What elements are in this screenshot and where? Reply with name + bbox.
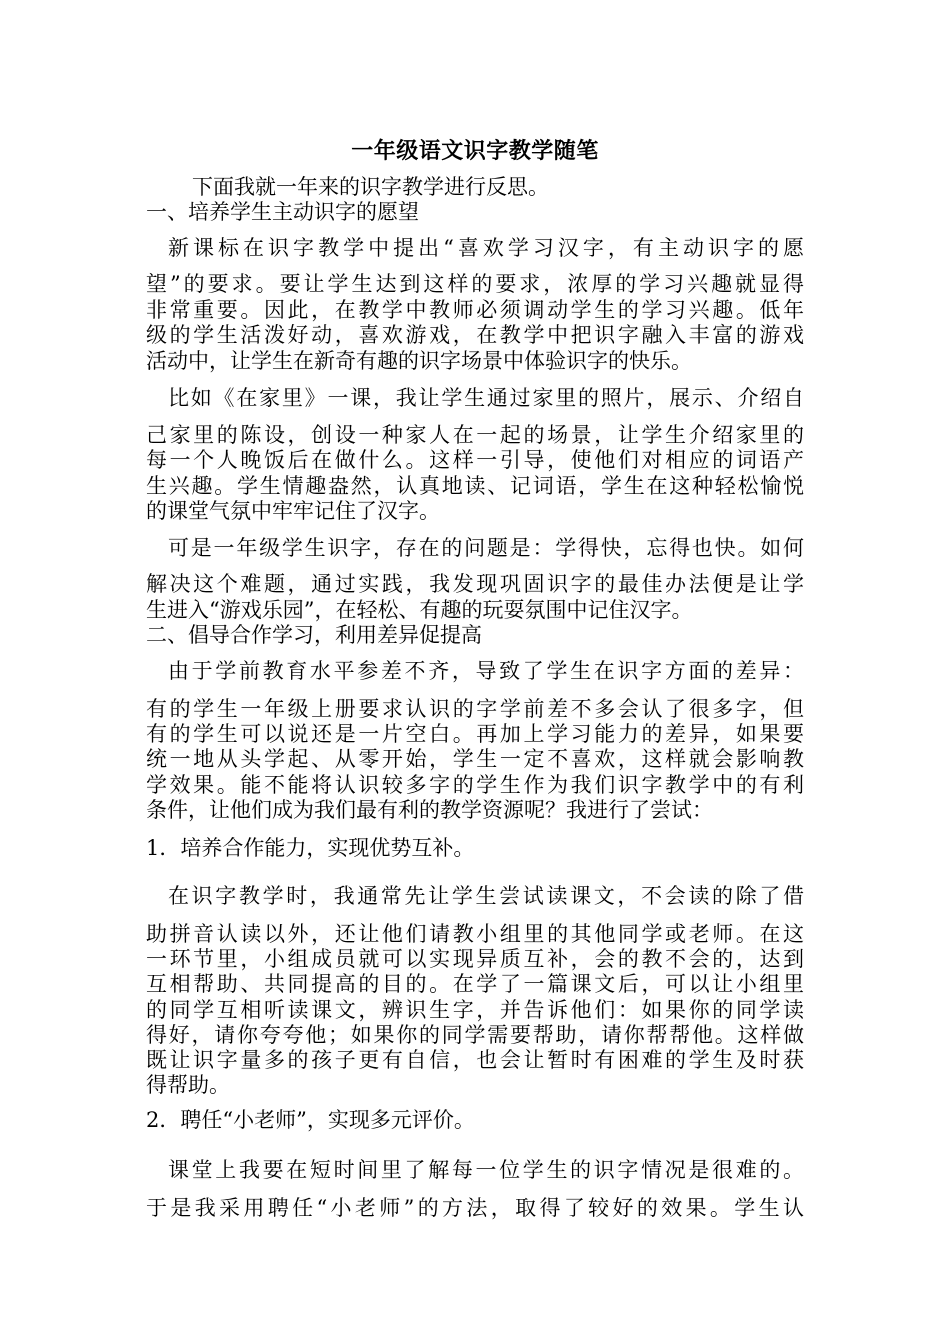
paragraph-line: 由于学前教育水平参差不齐，导致了学生在识字方面的差异： [168,659,804,683]
section-heading: 一、培养学生主动识字的愿望 [146,200,419,224]
paragraph-line: 互相帮助、共同提高的目的。在学了一篇课文后，可以让小组里 [146,972,804,996]
paragraph-line: 学效果。能不能将认识较多字的学生作为我们识字教学中的有利 [146,773,804,797]
paragraph-line: 一环节里，小组成员就可以实现异质互补，会的教不会的，达到 [146,947,804,971]
paragraph-line: 望”的要求。要让学生达到这样的要求，浓厚的学习兴趣就显得 [146,272,804,296]
paragraph-line: 生兴趣。学生情趣盎然，认真地读、记词语，学生在这种轻松愉悦 [146,474,804,498]
section-heading: 二、倡导合作学习，利用差异促提高 [146,623,482,647]
paragraph-line: 新课标在识字教学中提出“喜欢学习汉字，有主动识字的愿 [168,236,804,260]
paragraph-line: 己家里的陈设，创设一种家人在一起的场景，让学生介绍家里的 [146,423,804,447]
document-title: 一年级语文识字教学随笔 [351,138,599,164]
paragraph-line: 于是我采用聘任“小老师”的方法，取得了较好的效果。学生认 [146,1196,804,1220]
paragraph-line: 助拼音认读以外，还让他们请教小组里的其他同学或老师。在这 [146,922,804,946]
paragraph-line: 有的学生一年级上册要求认识的字学前差不多会认了很多字，但 [146,697,804,721]
paragraph-line: 条件，让他们成为我们最有利的教学资源呢？我进行了尝试： [146,798,713,822]
subsection-heading: 1．培养合作能力，实现优势互补。 [146,836,475,860]
paragraph-line: 下面我就一年来的识字教学进行反思。 [192,175,549,199]
paragraph-line: 活动中，让学生在新奇有趣的识字场景中体验识字的快乐。 [146,349,692,373]
paragraph-line: 得帮助。 [146,1073,230,1097]
paragraph-line: 比如《在家里》一课，我让学生通过家里的照片，展示、介绍自 [168,386,804,410]
paragraph-line: 的课堂气氛中牢牢记住了汉字。 [146,499,440,523]
paragraph-line: 每一个人晚饭后在做什么。这样一引导，使他们对相应的词语产 [146,448,804,472]
paragraph-line: 得好，请你夸夸他；如果你的同学需要帮助，请你帮帮他。这样做 [146,1023,804,1047]
paragraph-line: 非常重要。因此，在教学中教师必须调动学生的学习兴趣。低年 [146,298,804,322]
paragraph-line: 课堂上我要在短时间里了解每一位学生的识字情况是很难的。 [168,1158,804,1182]
paragraph-line: 有的学生可以说还是一片空白。再加上学习能力的差异，如果要 [146,722,804,746]
paragraph-line: 既让识字量多的孩子更有自信，也会让暂时有困难的学生及时获 [146,1048,804,1072]
paragraph-line: 级的学生活泼好动，喜欢游戏，在教学中把识字融入丰富的游戏 [146,323,804,347]
paragraph-line: 统一地从头学起、从零开始，学生一定不喜欢，这样就会影响教 [146,747,804,771]
subsection-heading: 2．聘任“小老师”，实现多元评价。 [146,1108,475,1132]
paragraph-line: 可是一年级学生识字，存在的问题是：学得快，忘得也快。如何 [168,536,804,560]
paragraph-line: 在识字教学时，我通常先让学生尝试读课文，不会读的除了借 [168,884,804,908]
paragraph-line: 的同学互相听读课文，辨识生字，并告诉他们：如果你的同学读 [146,998,804,1022]
paragraph-line: 生进入“游戏乐园”，在轻松、有趣的玩耍氛围中记住汉字。 [146,598,693,622]
paragraph-line: 解决这个难题，通过实践，我发现巩固识字的最佳办法便是让学 [146,572,804,596]
